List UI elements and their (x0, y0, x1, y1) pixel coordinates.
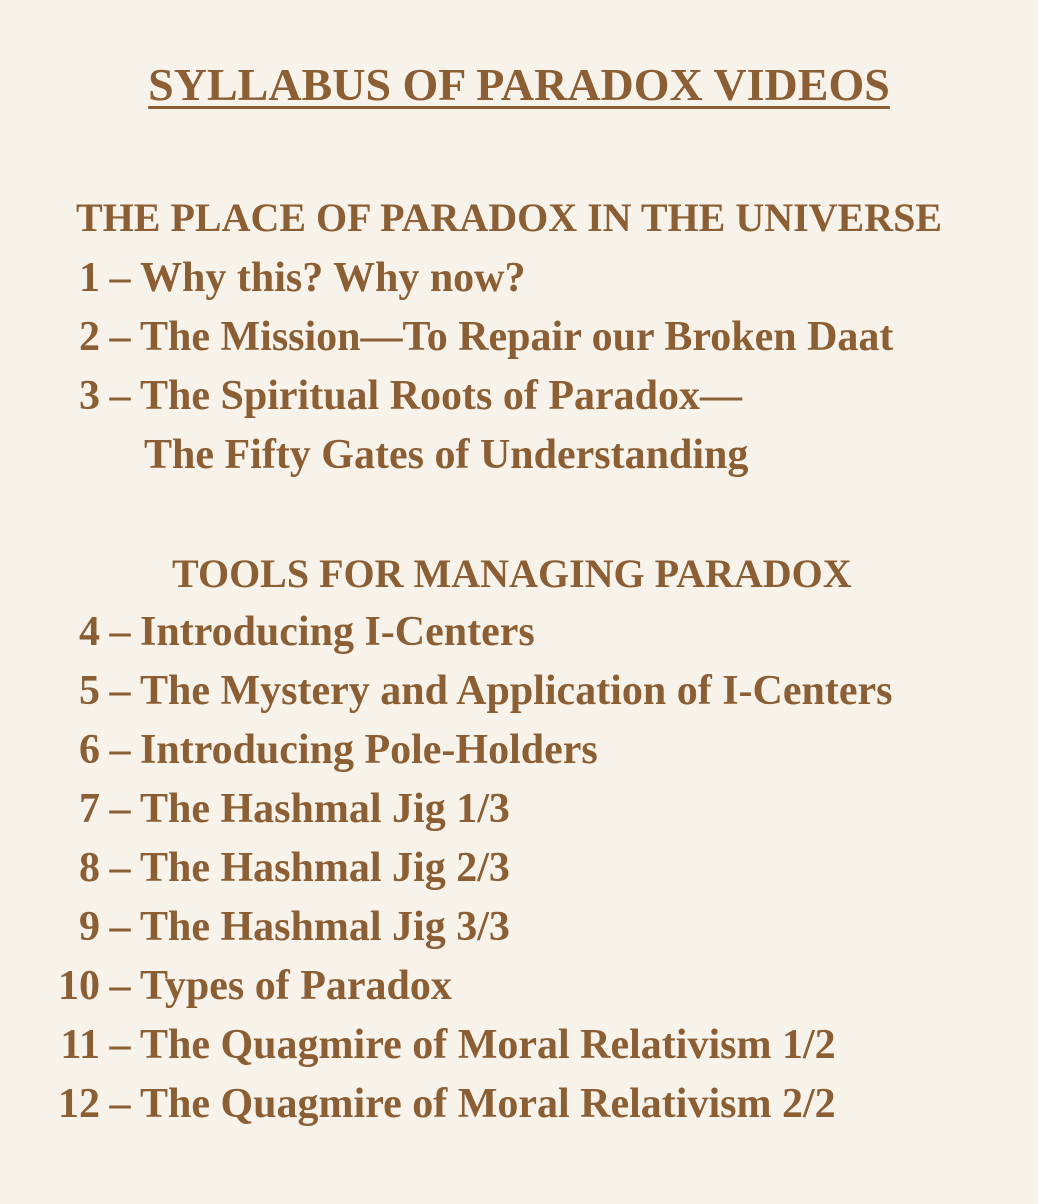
item-title: The Quagmire of Moral Relativism 1/2 (140, 1022, 836, 1068)
list-item-3-continuation: The Fifty Gates of Understanding (144, 432, 749, 478)
item-separator: – (109, 786, 131, 832)
item-separator: – (109, 845, 131, 891)
list-item-10 (36, 962, 452, 1010)
list-item-4 (36, 608, 535, 656)
section-heading-place-of-paradox: THE PLACE OF PARADOX IN THE UNIVERSE (76, 195, 943, 240)
list-item-11 (36, 1021, 836, 1069)
list-item-2 (36, 313, 893, 361)
item-separator: – (109, 373, 131, 419)
list-item-6 (36, 726, 598, 774)
list-item-12 (36, 1080, 836, 1128)
item-separator: – (109, 255, 131, 301)
item-number: 3 (79, 373, 100, 419)
item-number: 8 (79, 845, 100, 891)
item-title: Introducing I-Centers (140, 609, 535, 655)
section-heading-tools: TOOLS FOR MANAGING PARADOX (172, 551, 852, 596)
item-title: The Hashmal Jig 3/3 (140, 904, 510, 950)
item-title: Types of Paradox (140, 963, 452, 1009)
item-number: 9 (79, 904, 100, 950)
item-number: 11 (60, 1022, 100, 1068)
item-number: 12 (58, 1081, 100, 1127)
item-title: The Quagmire of Moral Relativism 2/2 (140, 1081, 836, 1127)
item-number: 4 (79, 609, 100, 655)
list-item-8 (36, 844, 510, 892)
list-item-5 (36, 667, 892, 715)
item-title: Introducing Pole-Holders (140, 727, 598, 773)
item-separator: – (109, 609, 131, 655)
item-title: The Hashmal Jig 2/3 (140, 845, 510, 891)
item-separator: – (109, 1081, 131, 1127)
item-separator: – (109, 1022, 131, 1068)
item-number: 10 (58, 963, 100, 1009)
item-separator: – (109, 904, 131, 950)
item-number: 7 (79, 786, 100, 832)
item-title: Why this? Why now? (140, 255, 526, 301)
item-separator: – (109, 668, 131, 714)
item-title: The Spiritual Roots of Paradox— (140, 373, 743, 419)
item-title: The Mystery and Application of I-Centers (140, 668, 893, 714)
item-number: 5 (79, 668, 100, 714)
item-separator: – (109, 963, 131, 1009)
item-number: 1 (79, 255, 100, 301)
item-separator: – (109, 727, 131, 773)
page-title (0, 58, 1038, 111)
title-text: SYLLABUS OF PARADOX VIDEOS (148, 59, 890, 110)
list-item-9 (36, 903, 510, 951)
item-separator: – (109, 314, 131, 360)
item-title: The Hashmal Jig 1/3 (140, 786, 510, 832)
item-number: 2 (79, 314, 100, 360)
list-item-7 (36, 785, 510, 833)
list-item-3 (36, 372, 742, 420)
item-title: The Mission—To Repair our Broken Daat (140, 314, 894, 360)
item-number: 6 (79, 727, 100, 773)
list-item-1 (36, 254, 526, 302)
